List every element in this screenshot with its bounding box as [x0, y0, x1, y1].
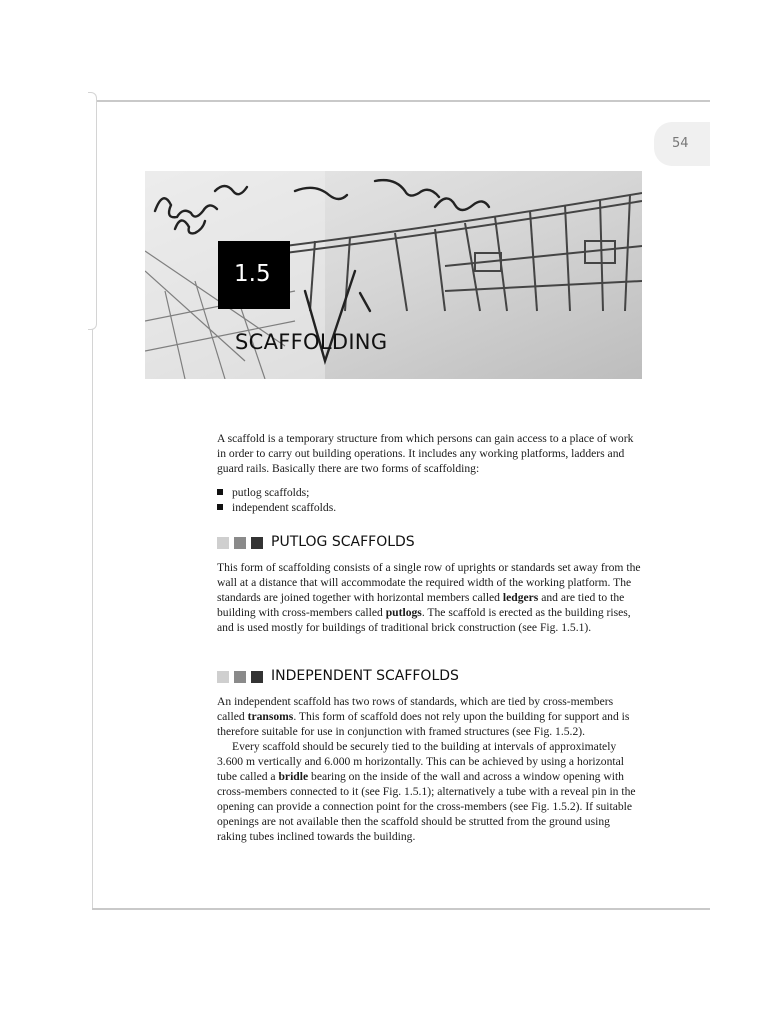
heading-marker-mid-icon	[234, 537, 246, 549]
page-top-edge	[92, 100, 710, 102]
putlog-paragraph: This form of scaffolding consists of a single row of uprights or standards set away from the wall at a distance that will accommodate the required width of the working platform. The standards are joined together with horizontal members called ledgers and are tied to the building with cross-members called putlogs. The scaffold is erected as the building rises, and is used mostly for buildings of traditional brick construction (see Fig. 1.5.1).	[217, 561, 641, 634]
chapter-title: SCAFFOLDING	[235, 330, 388, 354]
heading-marker-mid-icon	[234, 671, 246, 683]
term-ledgers: ledgers	[502, 591, 539, 604]
chapter-number-box	[218, 241, 290, 309]
independent-paragraph-1: An independent scaffold has two rows of standards, which are tied by cross-members called transoms. This form of scaffold does not rely upon the building for support and is therefore suitable for use in conjunction with framed structures (see Fig. 1.5.2).	[217, 695, 630, 738]
section-title: INDEPENDENT SCAFFOLDS	[271, 668, 459, 684]
term-putlogs: putlogs	[385, 606, 422, 619]
independent-section-heading	[217, 669, 642, 687]
section-title: PUTLOG SCAFFOLDS	[271, 534, 415, 550]
heading-marker-dark-icon	[251, 537, 263, 549]
putlog-section-heading	[217, 535, 642, 553]
list-item: independent scaffolds.	[217, 500, 336, 515]
heading-marker-dark-icon	[251, 671, 263, 683]
page-number: 54	[672, 136, 689, 151]
page-left-tab	[88, 92, 97, 330]
page-bottom-edge	[92, 908, 710, 910]
intro-paragraph: A scaffold is a temporary structure from which persons can gain access to a place of work in order to carry out building operations. It includes any working platforms, ladders and guard rails. Basically there are two forms of scaffolding:	[217, 432, 634, 475]
term-transoms: transoms	[247, 710, 294, 723]
term-bridle: bridle	[278, 770, 309, 783]
independent-paragraph-2: Every scaffold should be securely tied to the building at intervals of approximately 3.600 m vertically and 6.000 m horizontally. This can be achieved by using a horizontal tube called a bridle bearing on the inside of the wall and across a window opening with cross-members connected to it (see Fig. 1.5.1); alternatively a tube with a reveal pin in the opening can provide a connection point for the cross-members (see Fig. 1.5.2). If suitable openings are not available then the scaffold should be strutted from the ground using raking tubes inclined towards the building.	[217, 740, 636, 843]
heading-marker-light-icon	[217, 537, 229, 549]
chapter-number: 1.5	[234, 261, 271, 287]
independent-section-body	[217, 694, 642, 844]
heading-marker-light-icon	[217, 671, 229, 683]
bullet-square-icon	[217, 489, 223, 495]
bullet-square-icon	[217, 504, 223, 510]
scaffold-type-list	[217, 485, 336, 515]
list-item: putlog scaffolds;	[217, 485, 336, 500]
